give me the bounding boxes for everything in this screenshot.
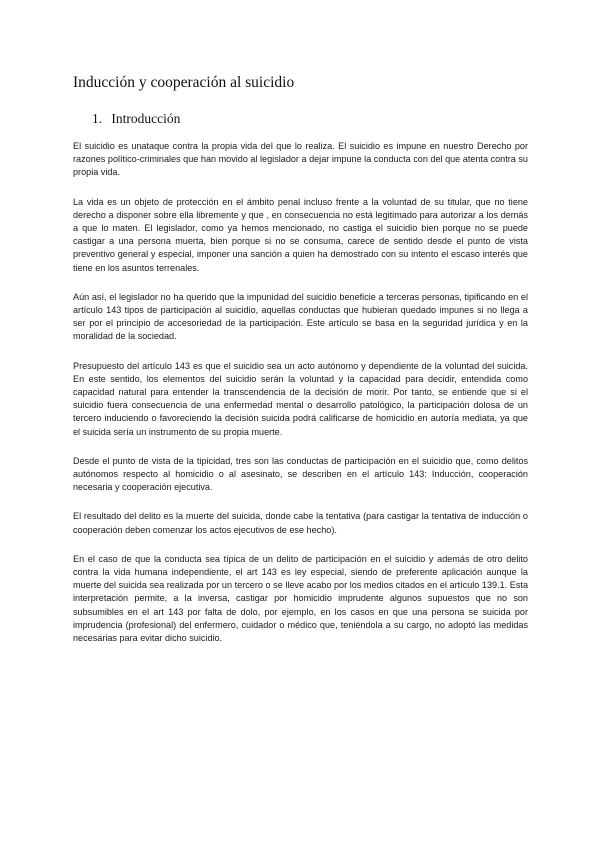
paragraph: La vida es un objeto de protección en el ámbito penal incluso frente a la voluntad de su titular, que no tiene derecho a disponer sobre ella libremente y que , en consecuencia no está legitimado para autorizar a los demás a que lo maten. El legislador, como ya hemos mencionado, no castiga el suicidio bien porque no se puede castigar a una persona muerta, bien porque si no se consuma, carece de sentido desde el punto de vista preventivo general y especial, imponer una sanción a quien ha demostrado con su intento el escaso interés que tiene en los asuntos terrenales. bbox=[73, 196, 528, 273]
paragraph: Presupuesto del artículo 143 es que el suicidio sea un acto autónomo y dependiente de la voluntad del suicida. En este sentido, los elementos del suicidio serán la voluntad y la capacidad para decidir, entendida como capacidad natural para entender la transcendencia de la decisión de morir. Por tanto, se entiende que si el suicidio fuera consecuencia de una enfermedad mental o desarrollo patológico, la participación dolosa de un tercero induciendo o favoreciendo la decisión suicida podrá calificarse de homicidio en autoría mediata, ya que el suicida sería un instrumento de su propia muerte. bbox=[73, 360, 528, 437]
paragraph: Desde el punto de vista de la tipicidad, tres son las conductas de participación en el suicidio que, como delitos autónomos respecto al homicidio o al asesinato, se describen en el artículo 143: Inducción, cooperación necesaria y cooperación ejecutiva. bbox=[73, 455, 528, 493]
section-number: 1. bbox=[92, 111, 103, 126]
section-title: Introducción bbox=[111, 111, 181, 126]
section-heading bbox=[92, 110, 180, 128]
document-body bbox=[73, 140, 528, 661]
paragraph: El suicidio es unataque contra la propia vida del que lo realiza. El suicidio es impune en nuestro Derecho por razones político-criminales que han movido al legislador a dejar impune la conducta con del que atenta contra su propia vida. bbox=[73, 141, 528, 178]
paragraph: Aún así, el legislador no ha querido que la impunidad del suicidio beneficie a terceras personas, tipificando en el artículo 143 tipos de participación al suicidio, aquellas conductas que hubieran quedado impunes si no llega a ser por el principio de accesoriedad de la participación. Este artículo se basa en la seguridad jurídica y en la moralidad de la sociedad. bbox=[73, 291, 528, 342]
document-title: Inducción y cooperación al suicidio bbox=[73, 74, 295, 91]
paragraph: En el caso de que la conducta sea típica de un delito de participación en el suicidio y además de otro delito contra la vida humana independiente, el art 143 es ley especial, siendo de preferente aplicación aunque la muerte del suicida sea realizada por un tercero o se lleve acabo por los medios citados en el artículo 139.1. Esta interpretación permite, a la inversa, castigar por homicidio imprudente algunos supuestos que no son subsumibles en el art 143 por falta de dolo, por ejemplo, en los casos en que una persona se suicida por imprudencia (profesional) del enfermero, cuidador o médico que, teniéndola a su cargo, no adoptó las medidas necesarias para evitar dicho suicidio. bbox=[73, 553, 528, 644]
paragraph: El resultado del delito es la muerte del suicida, donde cabe la tentativa (para castigar la tentativa de inducción o cooperación deben comenzar los actos ejecutivos de ese hecho). bbox=[73, 511, 528, 535]
